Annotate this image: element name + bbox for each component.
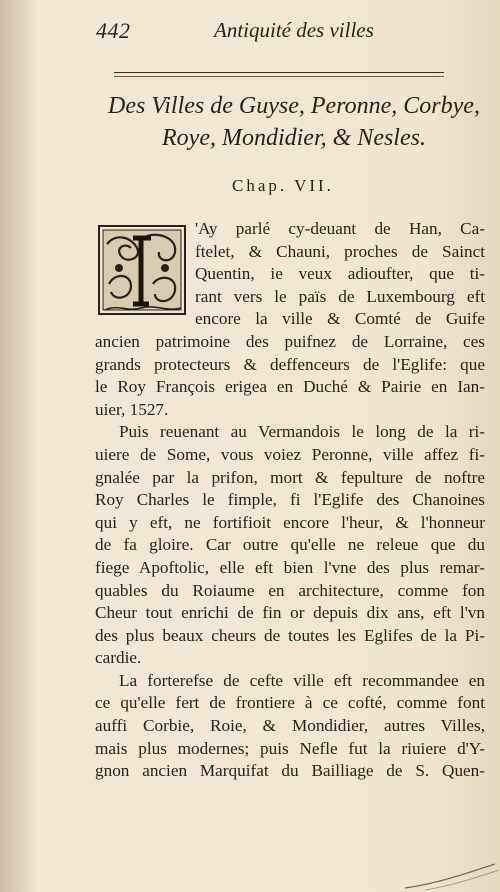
- text-line: quables du Roiaume en architecture, comme fon: [95, 580, 485, 600]
- page-number: 442: [96, 18, 131, 43]
- text-line: encore la ville & Comté de Guife: [195, 309, 485, 329]
- page-corner-mark: [395, 860, 500, 892]
- chapter-title-line-1: Des Villes de Guyse, Peronne, Corbye,: [108, 93, 480, 119]
- text-line: 'Ay parlé cy-deuant de Han, Ca-: [195, 219, 485, 238]
- chapter-title: [98, 90, 490, 154]
- text-line: rant vers le païs de Luxembourg eft: [195, 286, 485, 306]
- text-line: le Roy François erigea en Duché & Pairie en Ian-: [95, 377, 485, 397]
- header-rule-thin: [114, 76, 444, 77]
- text-line: uiere de Some, vous voiez Peronne, ville affez fi-: [95, 444, 485, 464]
- gutter-shadow: [0, 0, 40, 892]
- text-line: gnon ancien Marquifat du Bailliage de S. Quen-: [95, 761, 485, 781]
- body-text: [95, 218, 485, 783]
- text-line: Quentin, ie veux adioufter, que ti-: [195, 264, 485, 284]
- text-line: gnalée par la prifon, mort & fepulture de noftre: [95, 467, 485, 487]
- text-line: Cheur tout enrichi de fin or depuis dix ans, eft l'vn: [95, 603, 485, 623]
- text-line: fiege Apoftolic, elle eft bien l'vne des plus remar-: [95, 557, 485, 577]
- text-line: mais plus modernes; puis Nefle fut la riuiere d'Y-: [95, 738, 485, 758]
- text-line: ce qu'elle fert de frontiere à ce cofté, comme font: [95, 693, 485, 713]
- running-title: Antiquité des villes: [214, 18, 374, 42]
- text-line: uier, 1527.: [95, 399, 169, 419]
- text-line: des plus beaux cheurs de toutes les Eglifes de la Pi-: [95, 625, 485, 645]
- text-line: qui y eft, ne fortifioit encore l'heur, & l'honneur: [95, 512, 485, 532]
- text-line: Roy Charles le fimple, fi l'Eglife des Chanoines: [95, 490, 485, 510]
- text-line: grands protecteurs & deffenceurs de l'Eglife: que: [95, 354, 485, 374]
- text-line: ancien patrimoine des puifnez de Lorraine, ces: [95, 331, 485, 351]
- text-line: cardie.: [95, 648, 142, 668]
- chapter-label: Chap. VII.: [232, 176, 334, 195]
- text-line: Puis reuenant au Vermandois le long de la ri-: [119, 422, 485, 442]
- text-line: de fa gloire. Car outre qu'elle ne releue que du: [95, 535, 485, 555]
- chapter-title-line-2: Roye, Mondidier, & Nesles.: [162, 125, 426, 151]
- text-line: auffi Corbie, Roie, & Mondidier, autres Villes,: [95, 716, 485, 736]
- text-line: ftelet, & Chauni, proches de Sainct: [195, 241, 485, 261]
- header-rule: [114, 72, 444, 73]
- page-header: [96, 18, 416, 48]
- text-line: La forterefse de cefte ville eft recommandee en: [119, 670, 485, 690]
